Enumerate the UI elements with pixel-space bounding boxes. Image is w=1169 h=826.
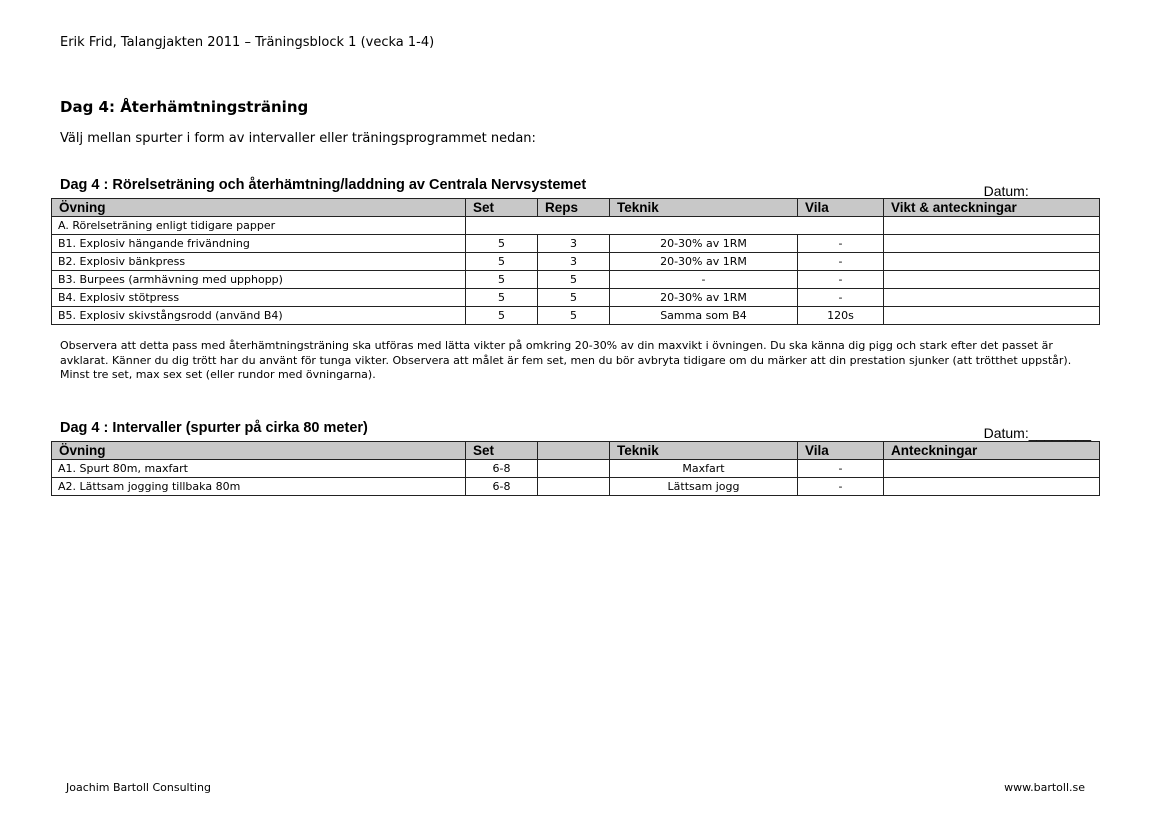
cell-set: 6-8: [466, 460, 538, 478]
cell-set: 5: [466, 307, 538, 325]
cell-notes: [884, 478, 1100, 496]
cell-notes: [884, 307, 1100, 325]
cell-ovning: B2. Explosiv bänkpress: [52, 253, 466, 271]
cell-ovning: B5. Explosiv skivstångsrodd (använd B4): [52, 307, 466, 325]
cell-ovning: B3. Burpees (armhävning med upphopp): [52, 271, 466, 289]
document-header: Erik Frid, Talangjakten 2011 – Träningsblock 1 (vecka 1-4): [60, 35, 435, 50]
cell-teknik: Samma som B4: [610, 307, 798, 325]
col-header-ovning: Övning: [52, 199, 466, 217]
col-header-set: Set: [466, 199, 538, 217]
cell-reps: 3: [538, 253, 610, 271]
section1-datum: Datum:________: [983, 183, 1091, 199]
section2-title: Dag 4 : Intervaller (spurter på cirka 80 meter): [60, 420, 368, 436]
cell-vila: -: [798, 289, 884, 307]
intro-text: Välj mellan spurter i form av intervaller eller träningsprogrammet nedan:: [60, 131, 536, 146]
cell-teknik: 20-30% av 1RM: [610, 253, 798, 271]
table-row: [52, 307, 1100, 325]
cell-vila: -: [798, 253, 884, 271]
cell-notes: [884, 235, 1100, 253]
table-row: [52, 478, 1100, 496]
cell-ovning: B4. Explosiv stötpress: [52, 289, 466, 307]
col-header-set: Set: [466, 442, 538, 460]
cell-teknik: 20-30% av 1RM: [610, 235, 798, 253]
col-header-ovning: Övning: [52, 442, 466, 460]
col-header-vila: Vila: [798, 199, 884, 217]
cell-vila: -: [798, 478, 884, 496]
cell-teknik: 20-30% av 1RM: [610, 289, 798, 307]
page-heading: Dag 4: Återhämtningsträning: [60, 98, 309, 116]
table-row: [52, 235, 1100, 253]
col-header-teknik: Teknik: [610, 199, 798, 217]
footer-company: Joachim Bartoll Consulting: [66, 781, 211, 794]
cell-merged: [466, 217, 884, 235]
table-row: [52, 217, 1100, 235]
section2-table: [51, 441, 1100, 496]
cell-vila: -: [798, 235, 884, 253]
cell-reps: 5: [538, 307, 610, 325]
table-row: [52, 289, 1100, 307]
cell-notes: [884, 253, 1100, 271]
section1-table: [51, 198, 1100, 325]
col-header-vila: Vila: [798, 442, 884, 460]
table-row: [52, 271, 1100, 289]
cell-notes: [884, 289, 1100, 307]
cell-vila: 120s: [798, 307, 884, 325]
cell-set: 5: [466, 271, 538, 289]
cell-reps: [538, 478, 610, 496]
section1-note: Observera att detta pass med återhämtningsträning ska utföras med lätta vikter på omkring 20-30% av din maxvikt i övningen. Du ska känna dig pigg och stark efter det passet är avklarat. Känner du dig trött har du använt för tunga vikter. Observera att målet är fem set, men du bör avbryta tidigare om du märker att din prestation sjunker (att trötthet uppstår). Minst tre set, max sex set (eller rundor med övningarna).: [60, 339, 1072, 381]
cell-vila: -: [798, 271, 884, 289]
cell-notes: [884, 460, 1100, 478]
cell-teknik: Lättsam jogg: [610, 478, 798, 496]
cell-reps: 5: [538, 289, 610, 307]
cell-ovning: A1. Spurt 80m, maxfart: [52, 460, 466, 478]
col-header-notes: Vikt & anteckningar: [884, 199, 1100, 217]
section2-header-row: [52, 442, 1100, 460]
col-header-reps: Reps: [538, 199, 610, 217]
col-header-empty: [538, 442, 610, 460]
cell-set: 5: [466, 289, 538, 307]
cell-notes: [884, 217, 1100, 235]
col-header-notes: Anteckningar: [884, 442, 1100, 460]
cell-reps: 5: [538, 271, 610, 289]
footer-website-link[interactable]: www.bartoll.se: [1004, 781, 1085, 794]
cell-ovning: B1. Explosiv hängande frivändning: [52, 235, 466, 253]
cell-notes: [884, 271, 1100, 289]
col-header-teknik: Teknik: [610, 442, 798, 460]
section1-title: Dag 4 : Rörelseträning och återhämtning/laddning av Centrala Nervsystemet: [60, 177, 587, 193]
cell-ovning: A. Rörelseträning enligt tidigare papper: [52, 217, 466, 235]
section1-header-row: [52, 199, 1100, 217]
table-row: [52, 253, 1100, 271]
cell-vila: -: [798, 460, 884, 478]
cell-reps: 3: [538, 235, 610, 253]
cell-teknik: -: [610, 271, 798, 289]
cell-teknik: Maxfart: [610, 460, 798, 478]
table-row: [52, 460, 1100, 478]
cell-reps: [538, 460, 610, 478]
cell-set: 5: [466, 253, 538, 271]
cell-set: 6-8: [466, 478, 538, 496]
cell-set: 5: [466, 235, 538, 253]
cell-ovning: A2. Lättsam jogging tillbaka 80m: [52, 478, 466, 496]
section2-datum: Datum:________: [983, 425, 1091, 441]
